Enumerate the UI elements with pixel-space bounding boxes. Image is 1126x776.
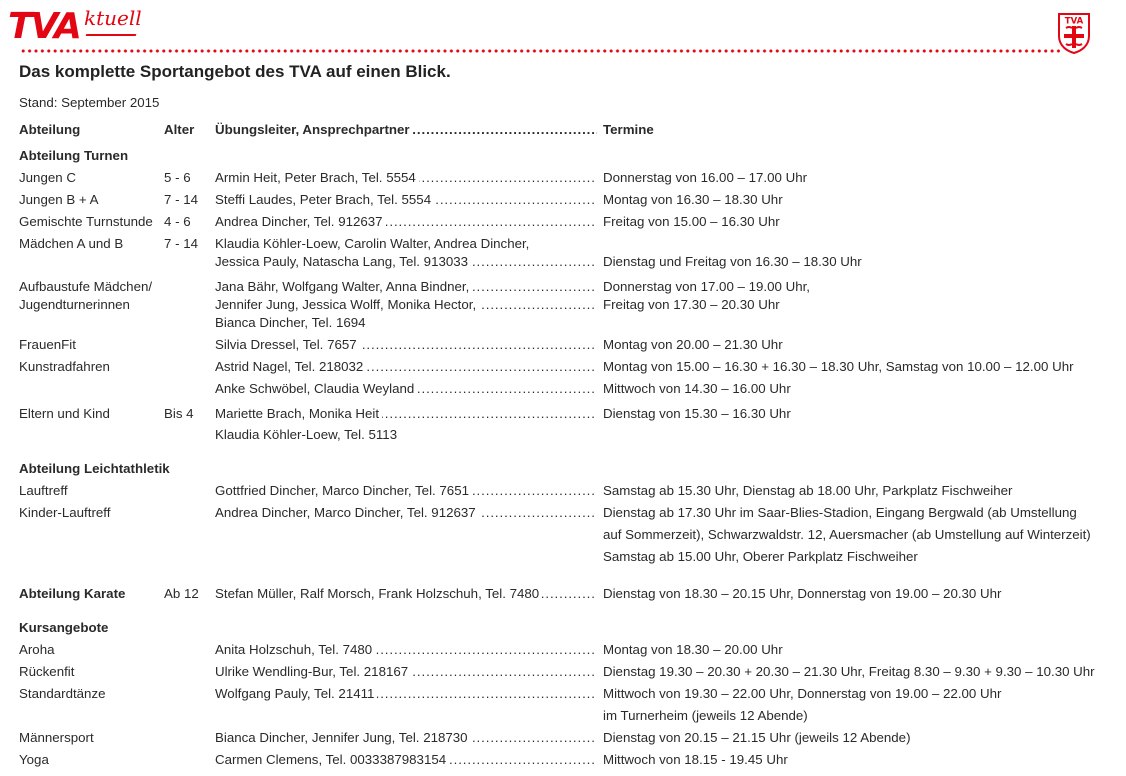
row-abteilung: Männersport: [19, 730, 94, 745]
row-termine: Freitag von 17.30 – 20.30 Uhr: [603, 297, 780, 312]
row-abteilung: Abteilung Karate: [19, 586, 126, 601]
col-header-termine: Termine: [603, 122, 654, 137]
row-leiter-leader: [215, 380, 597, 398]
row-leiter: Jennifer Jung, Jessica Wolff, Monika Hector,: [215, 297, 479, 312]
row-leiter-leader: [215, 482, 597, 500]
row-abteilung: Jungen B + A: [19, 192, 99, 207]
row-abteilung: Standardtänze: [19, 686, 106, 701]
row-leiter: Ulrike Wendling-Bur, Tel. 218167: [215, 664, 411, 679]
row-leiter: Bianca Dincher, Jennifer Jung, Tel. 218730: [215, 730, 471, 745]
row-leiter: Anita Holzschuh, Tel. 7480: [215, 642, 375, 657]
row-leiter: Andrea Dincher, Tel. 912637: [215, 214, 386, 229]
row-alter: 7 - 14: [164, 236, 199, 251]
row-termine: Dienstag ab 17.30 Uhr im Saar-Blies-Stadion, Eingang Bergwald (ab Umstellung: [603, 505, 1077, 520]
row-leiter: Anke Schwöbel, Claudia Weyland: [215, 381, 417, 396]
row-leiter: Klaudia Köhler-Loew, Tel. 5113: [215, 427, 398, 442]
row-abteilung: FrauenFit: [19, 337, 76, 352]
row-termine: Freitag von 15.00 – 16.30 Uhr: [603, 214, 780, 229]
row-alter: 7 - 14: [164, 192, 199, 207]
row-leiter-leader: [215, 729, 597, 747]
row-leiter: Astrid Nagel, Tel. 218032: [215, 359, 366, 374]
row-leiter-leader: [215, 278, 597, 296]
row-alter: Bis 4: [164, 406, 194, 421]
row-termine: Dienstag von 20.15 – 21.15 Uhr (jeweils 12 Abende): [603, 730, 911, 745]
row-leiter-leader: [215, 663, 597, 681]
row-termine: Donnerstag von 16.00 – 17.00 Uhr: [603, 170, 808, 185]
emblem-text: TVA: [1064, 16, 1084, 27]
row-alter: Ab 12: [164, 586, 199, 601]
row-alter: 5 - 6: [164, 170, 191, 185]
row-abteilung: Gemischte Turnstunde: [19, 214, 153, 229]
row-leiter: Gottfried Dincher, Marco Dincher, Tel. 7651: [215, 483, 472, 498]
row-alter: 4 - 6: [164, 214, 191, 229]
row-leiter: Andrea Dincher, Marco Dincher, Tel. 912637: [215, 505, 479, 520]
row-abteilung: Aroha: [19, 642, 55, 657]
row-termine: Dienstag von 18.30 – 20.15 Uhr, Donnerstag von 19.00 – 20.30 Uhr: [603, 586, 1002, 601]
row-leiter-leader: [215, 213, 597, 231]
row-termine: auf Sommerzeit), Schwarzwaldstr. 12, Auersmacher (ab Umstellung auf Winterzeit): [603, 527, 1091, 542]
logo-sub-text: ktuell: [84, 6, 142, 30]
row-abteilung: Kursangebote: [19, 620, 109, 635]
row-abteilung: Jungen C: [19, 170, 76, 185]
row-leiter-leader: [215, 504, 597, 522]
row-abteilung: Eltern und Kind: [19, 406, 110, 421]
col-header-abteilung: Abteilung: [19, 122, 81, 137]
row-abteilung: Abteilung Leichtathletik: [19, 461, 170, 476]
row-abteilung: Abteilung Turnen: [19, 148, 129, 163]
row-leiter: Silvia Dressel, Tel. 7657: [215, 337, 360, 352]
page-title: Das komplette Sportangebot des TVA auf einen Blick.: [19, 62, 451, 81]
row-leiter: Steffi Laudes, Peter Brach, Tel. 5554: [215, 192, 434, 207]
row-leiter-leader: [215, 336, 597, 354]
row-leiter: Stefan Müller, Ralf Morsch, Frank Holzschuh, Tel. 7480: [215, 586, 542, 601]
row-leiter: Klaudia Köhler-Loew, Carolin Walter, Andrea Dincher,: [215, 236, 530, 251]
row-termine: Montag von 15.00 – 16.30 + 16.30 – 18.30 Uhr, Samstag von 10.00 – 12.00 Uhr: [603, 359, 1074, 374]
row-leiter: Wolfgang Pauly, Tel. 21411: [215, 686, 377, 701]
row-termine: Mittwoch von 19.30 – 22.00 Uhr, Donnerstag von 19.00 – 22.00 Uhr: [603, 686, 1002, 701]
row-termine: im Turnerheim (jeweils 12 Abende): [603, 708, 808, 723]
row-termine: Dienstag von 15.30 – 16.30 Uhr: [603, 406, 791, 421]
row-termine: Donnerstag von 17.00 – 19.00 Uhr,: [603, 279, 810, 294]
row-termine: Samstag ab 15.00 Uhr, Oberer Parkplatz Fischweiher: [603, 549, 918, 564]
row-leiter: Jessica Pauly, Natascha Lang, Tel. 913033: [215, 254, 471, 269]
row-termine: Mittwoch von 14.30 – 16.00 Uhr: [603, 381, 791, 396]
row-leiter-leader: [215, 585, 597, 603]
row-leiter-leader: [215, 169, 597, 187]
row-abteilung: Kunstradfahren: [19, 359, 110, 374]
row-termine: Dienstag 19.30 – 20.30 + 20.30 – 21.30 Uhr, Freitag 8.30 – 9.30 + 9.30 – 10.30 Uhr: [603, 664, 1095, 679]
row-abteilung: Kinder-Lauftreff: [19, 505, 111, 520]
row-abteilung: Lauftreff: [19, 483, 68, 498]
row-leiter-leader: [215, 685, 597, 703]
row-abteilung: Aufbaustufe Mädchen/: [19, 279, 153, 294]
row-leiter-leader: [215, 641, 597, 659]
logo-underline: [86, 34, 137, 36]
row-termine: Dienstag und Freitag von 16.30 – 18.30 Uhr: [603, 254, 862, 269]
row-termine: Samstag ab 15.30 Uhr, Dienstag ab 18.00 Uhr, Parkplatz Fischweiher: [603, 483, 1013, 498]
row-leiter: Bianca Dincher, Tel. 1694: [215, 315, 366, 330]
row-leiter-leader: [215, 751, 597, 769]
row-abteilung: Jugendturnerinnen: [19, 297, 130, 312]
row-leiter-leader: [215, 253, 597, 271]
dotted-divider: [20, 48, 1060, 54]
row-termine: Mittwoch von 18.15 - 19.45 Uhr: [603, 752, 788, 767]
row-termine: Montag von 20.00 – 21.30 Uhr: [603, 337, 783, 352]
row-abteilung: Yoga: [19, 752, 49, 767]
stand-text: Stand: September 2015: [19, 95, 160, 110]
row-termine: Montag von 16.30 – 18.30 Uhr: [603, 192, 783, 207]
row-leiter-leader: [215, 358, 597, 376]
row-termine: Montag von 18.30 – 20.00 Uhr: [603, 642, 783, 657]
tva-emblem-icon: [1057, 12, 1091, 54]
row-leiter: Carmen Clemens, Tel. 0033387983154: [215, 752, 449, 767]
col-header-alter: Alter: [164, 122, 195, 137]
col-header-leiter: Übungsleiter, Ansprechpartner: [215, 122, 413, 137]
row-leiter-leader: [215, 405, 597, 423]
row-leiter-leader: [215, 296, 597, 314]
row-leiter: Jana Bähr, Wolfgang Walter, Anna Bindner,: [215, 279, 472, 294]
row-leiter: Mariette Brach, Monika Heit: [215, 406, 382, 421]
logo-main-text: TVA: [8, 6, 80, 47]
row-abteilung: Mädchen A und B: [19, 236, 124, 251]
col-header-leiter-leader: [215, 121, 597, 139]
row-abteilung: Rückenfit: [19, 664, 75, 679]
row-leiter-leader: [215, 191, 597, 209]
row-leiter: Armin Heit, Peter Brach, Tel. 5554: [215, 170, 419, 185]
